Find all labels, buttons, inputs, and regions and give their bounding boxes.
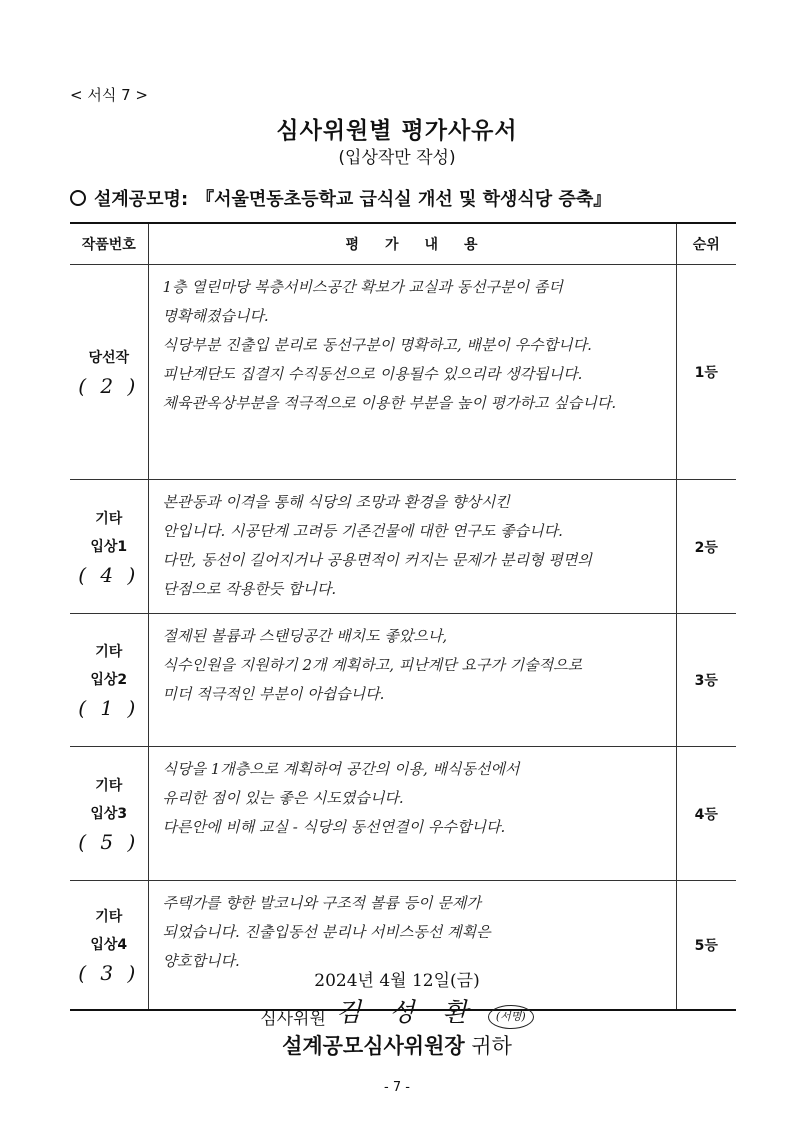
content-line: 다만, 동선이 길어지거나 공용면적이 커지는 문제가 분리형 평면의 bbox=[162, 551, 592, 569]
document-subtitle: (입상작만 작성) bbox=[338, 148, 456, 168]
table-row bbox=[70, 265, 736, 480]
recipient-suffix: 귀하 bbox=[471, 1034, 512, 1058]
content-line: 다른안에 비해 교실 - 식당의 동선연결이 우수합니다. bbox=[162, 818, 506, 836]
evaluation-content bbox=[148, 265, 676, 480]
entry-label: 기타 bbox=[95, 777, 123, 794]
content-line: 되었습니다. 진출입동선 분리나 서비스동선 계획은 bbox=[162, 923, 491, 941]
entry-cell bbox=[70, 747, 148, 881]
entry-number: ( 5 ) bbox=[78, 829, 140, 854]
content-line: 양호합니다. bbox=[162, 952, 240, 970]
table-row bbox=[70, 747, 736, 881]
header-rank: 순위 bbox=[676, 223, 736, 265]
contest-name: 『서울면동초등학교 급식실 개선 및 학생식당 증축』 bbox=[196, 189, 612, 210]
entry-label-sub: 입상1 bbox=[90, 538, 128, 555]
form-number: < 서식 7 > bbox=[70, 86, 148, 104]
rank-cell: 1등 bbox=[676, 265, 736, 480]
content-line: 식당부분 진출입 분리로 동선구분이 명확하고, 배분이 우수합니다. bbox=[162, 336, 592, 354]
circle-bullet-icon bbox=[70, 190, 86, 206]
content-line: 식수인원을 지원하기 2개 계획하고, 피난계단 요구가 기술적으로 bbox=[162, 656, 583, 674]
rank-cell: 4등 bbox=[676, 747, 736, 881]
judge-signature-line bbox=[0, 992, 794, 1029]
entry-label-sub: 입상2 bbox=[90, 672, 128, 688]
content-line: 주택가를 향한 발코니와 구조적 볼륨 등이 문제가 bbox=[162, 894, 481, 912]
evaluation-table bbox=[70, 222, 736, 1011]
entry-cell bbox=[70, 265, 148, 480]
document-date: 2024년 4월 12일(금) bbox=[314, 971, 480, 991]
recipient-line bbox=[0, 1030, 794, 1060]
entry-number: ( 3 ) bbox=[78, 961, 140, 985]
content-line: 안입니다. 시공단계 고려등 기존건물에 대한 연구도 좋습니다. bbox=[162, 522, 563, 540]
content-line: 체육관옥상부분을 적극적으로 이용한 부분을 높이 평가하고 싶습니다. bbox=[162, 394, 617, 412]
entry-cell bbox=[70, 480, 148, 614]
recipient-name: 설계공모심사위원장 bbox=[282, 1034, 465, 1058]
rank-cell: 2등 bbox=[676, 480, 736, 614]
content-line: 피난계단도 집결지 수직동선으로 이용될수 있으리라 생각됩니다. bbox=[162, 365, 583, 383]
content-line: 식당을 1개층으로 계획하여 공간의 이용, 배식동선에서 bbox=[162, 760, 520, 778]
header-evaluation-content: 평가내용 bbox=[148, 223, 676, 265]
judge-signature: 김 성 환 bbox=[335, 998, 478, 1028]
table-row bbox=[70, 480, 736, 614]
entry-cell bbox=[70, 614, 148, 747]
entry-number: ( 2 ) bbox=[78, 374, 140, 398]
evaluation-content bbox=[148, 614, 676, 747]
evaluation-content bbox=[148, 480, 676, 614]
entry-number: ( 4 ) bbox=[78, 562, 140, 587]
header-entry-number: 작품번호 bbox=[70, 223, 148, 265]
content-line: 절제된 볼륨과 스탠딩공간 배치도 좋았으나, bbox=[162, 627, 448, 645]
contest-name-line bbox=[70, 185, 611, 211]
entry-label: 기타 bbox=[95, 644, 123, 660]
entry-label-sub: 입상4 bbox=[90, 937, 128, 953]
content-line: 단점으로 작용한듯 합니다. bbox=[162, 580, 337, 598]
rank-cell: 3등 bbox=[676, 614, 736, 747]
content-line: 유리한 점이 있는 좋은 시도였습니다. bbox=[162, 789, 404, 807]
seal-stamp: (서명) bbox=[488, 1005, 534, 1029]
evaluation-content bbox=[148, 747, 676, 881]
contest-label: 설계공모명: bbox=[94, 189, 189, 210]
judge-label: 심사위원 bbox=[260, 1009, 326, 1029]
entry-label: 기타 bbox=[95, 909, 123, 925]
content-line: 본관동과 이격을 통해 식당의 조망과 환경을 향상시킨 bbox=[162, 493, 510, 511]
page-number: - 7 - bbox=[384, 1080, 410, 1095]
document-title: 심사위원별 평가사유서 bbox=[276, 118, 518, 144]
rank-cell: 5등 bbox=[676, 881, 736, 1011]
table-row bbox=[70, 614, 736, 747]
entry-number: ( 1 ) bbox=[78, 696, 140, 720]
content-line: 1층 열린마당 복층서비스공간 확보가 교실과 동선구분이 좀더 bbox=[162, 278, 563, 296]
entry-label: 기타 bbox=[95, 510, 123, 527]
content-line: 명확해졌습니다. bbox=[162, 307, 269, 325]
entry-label-sub: 입상3 bbox=[90, 805, 128, 822]
content-line: 미더 적극적인 부분이 아쉽습니다. bbox=[162, 685, 385, 703]
entry-label: 당선작 bbox=[88, 350, 130, 366]
